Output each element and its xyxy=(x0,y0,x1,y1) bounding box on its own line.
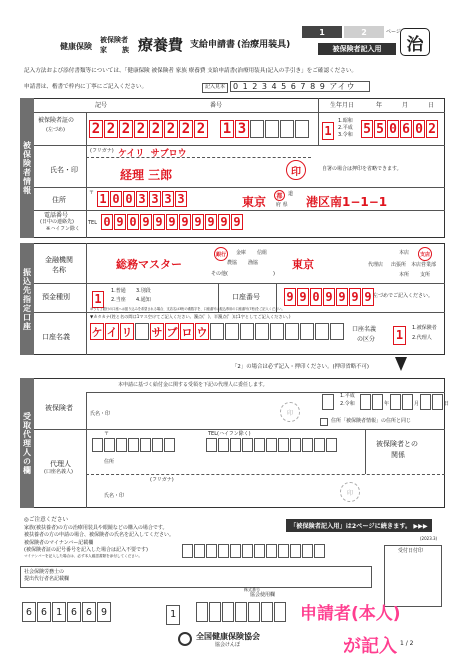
org-logo-icon xyxy=(178,632,192,646)
office-box[interactable] xyxy=(222,602,234,622)
symbol-digit[interactable]: 2 xyxy=(119,120,133,138)
acct-note: 左づめでご記入ください。 xyxy=(373,293,434,299)
number-digit[interactable] xyxy=(250,120,264,138)
agent-day-label: 日 xyxy=(444,401,450,407)
code-digit[interactable]: 6 xyxy=(37,602,51,622)
birth-digit[interactable]: 6 xyxy=(400,120,412,138)
acct-label: 口座番号 xyxy=(232,293,260,301)
agent-tel-box[interactable] xyxy=(302,438,313,452)
agent-band: 受取代理人の欄 xyxy=(20,378,34,508)
type-gyokyo: 漁協 xyxy=(248,260,259,266)
birth-digit[interactable]: 5 xyxy=(374,120,386,138)
holder-char[interactable] xyxy=(225,323,239,340)
agent-zip-box[interactable] xyxy=(116,438,127,452)
symbol-digit[interactable]: 2 xyxy=(104,120,118,138)
agent-zip-box[interactable] xyxy=(152,438,163,452)
symbol-digit[interactable]: 2 xyxy=(149,120,163,138)
intro-line2: 申請書は、楷書で枠内に丁寧にご記入ください。 xyxy=(24,84,148,90)
phone-digits[interactable] xyxy=(101,214,243,230)
furigana-label: (フリガナ) xyxy=(90,148,114,154)
symbol-digit[interactable]: 2 xyxy=(89,120,103,138)
holder-kind-opt1: 1.被保険者 xyxy=(412,325,437,331)
branch-value[interactable]: 東京 xyxy=(292,258,314,271)
mynumber-box[interactable] xyxy=(182,544,193,558)
col-month: 月 xyxy=(402,102,409,109)
acct-digits[interactable] xyxy=(284,288,374,306)
account-digit[interactable]: 9 xyxy=(336,288,348,306)
era-digit-box: 1 xyxy=(322,122,334,140)
col-symbol: 記号 xyxy=(95,102,108,109)
agent-furigana: (フリガナ) xyxy=(150,477,174,483)
number-digit[interactable]: 3 xyxy=(235,120,249,138)
branch-office: 出張所 xyxy=(391,262,407,268)
notice-title: ◎ご注意ください xyxy=(24,517,69,523)
office-box[interactable] xyxy=(248,602,260,622)
zip-digit[interactable]: 0 xyxy=(123,191,135,207)
agent-zip-box[interactable] xyxy=(104,438,115,452)
phone-digit[interactable]: 9 xyxy=(140,214,152,230)
birth-digit[interactable]: 0 xyxy=(387,120,399,138)
kabushiki-label: 株式番号 xyxy=(244,587,260,592)
inst-label2: 名称 xyxy=(52,266,66,274)
agent-label: 代理人 xyxy=(50,460,71,468)
phone-digit[interactable]: 9 xyxy=(179,214,191,230)
relation-label: 被保険者との xyxy=(376,440,418,448)
holder-char[interactable] xyxy=(315,323,329,340)
type-shinkumi: 信組 xyxy=(257,250,268,256)
agent-zip-box[interactable] xyxy=(92,438,103,452)
address-label: 住所 xyxy=(52,196,66,204)
pref-circle: 都 xyxy=(274,190,285,201)
overlay-caption-1: 申請者(本人) xyxy=(300,604,401,624)
notice2: 被扶養者の方の申請の場合、被保険者の氏名を記入してください。 xyxy=(24,532,175,538)
type-bank-circle: 銀行 xyxy=(214,247,228,261)
deposit-label: 預金種別 xyxy=(42,293,70,301)
mynumber-box[interactable] xyxy=(290,544,301,558)
zip-digit[interactable]: 3 xyxy=(162,191,174,207)
phone-digit[interactable]: 9 xyxy=(166,214,178,230)
pref-opt1: 道 xyxy=(288,191,294,197)
office-box[interactable] xyxy=(235,602,247,622)
holder-kind-opt2: 2.代理人 xyxy=(412,335,432,341)
pref-value[interactable]: 東京 xyxy=(242,195,267,209)
number-digit[interactable]: 1 xyxy=(220,120,234,138)
zip-digit[interactable]: 1 xyxy=(97,191,109,207)
birth-digit[interactable]: 0 xyxy=(413,120,425,138)
type-nokyo: 農協 xyxy=(227,260,238,266)
branch-subbiz: 支所 xyxy=(420,272,431,278)
branch-agent: 代理店 xyxy=(368,262,384,268)
office-box[interactable] xyxy=(209,602,221,622)
title-role-family-a: 家 xyxy=(100,46,107,54)
agent-tel-box[interactable] xyxy=(206,438,217,452)
sign-note: 自署の場合は押印を省略できます。 xyxy=(322,166,402,172)
agent-seal-2: 印 xyxy=(340,482,360,502)
agent-era-box[interactable] xyxy=(322,394,334,410)
kana-note: ゆうちょ銀行の口座へお振り込みを希望される場合、支店名は3桁の漢数字を、口座番号は振込専用の口座番号(7桁)をご記入ください。 xyxy=(90,307,285,311)
agent-tel-box[interactable] xyxy=(230,438,241,452)
holder-char[interactable] xyxy=(300,323,314,340)
agent-tel-box[interactable] xyxy=(326,438,337,452)
holder-kind-label2: の区分 xyxy=(357,336,376,343)
zip-digit[interactable]: 3 xyxy=(175,191,187,207)
page-tab: 被保険者記入用 xyxy=(318,43,396,55)
office-boxes xyxy=(196,602,286,622)
col-day: 日 xyxy=(428,102,435,109)
holder-digits[interactable] xyxy=(90,323,344,340)
agent-addr-label: 住所 xyxy=(104,459,115,465)
col-number: 番号 xyxy=(210,102,223,109)
agent-tel-box[interactable] xyxy=(254,438,265,452)
era-digit[interactable] xyxy=(322,120,334,140)
deposit-digit[interactable] xyxy=(92,288,104,308)
title-paren: (治療用装具) xyxy=(237,40,291,50)
agent-zip-mark: 〒 xyxy=(104,431,110,437)
city-value[interactable]: 港区南1−1−1 xyxy=(306,195,388,209)
page-label: ページ xyxy=(386,29,401,35)
holder-char[interactable] xyxy=(330,323,344,340)
agent-tel-box[interactable] xyxy=(242,438,253,452)
code-digit[interactable]: 1 xyxy=(52,602,66,622)
holder-char[interactable]: リ xyxy=(120,323,134,340)
mynumber-boxes[interactable] xyxy=(182,544,325,558)
holder-label: 口座名義 xyxy=(42,333,70,341)
page-indicator-2: 2 xyxy=(344,26,384,38)
mynumber-box[interactable] xyxy=(302,544,313,558)
type-other: その他( xyxy=(211,271,228,277)
seal-stamp: 印 xyxy=(286,160,306,180)
agent-address-same: 住所「被保険者情報」の住所と同じ xyxy=(331,418,412,424)
birth-digit[interactable]: 2 xyxy=(426,120,438,138)
account-digit[interactable]: 9 xyxy=(362,288,374,306)
birth-digits[interactable] xyxy=(361,120,438,138)
agent-tel-box[interactable] xyxy=(290,438,301,452)
mynumber-box[interactable] xyxy=(314,544,325,558)
phone-label: 電話番号 xyxy=(44,212,69,219)
mynumber-box[interactable] xyxy=(230,544,241,558)
title-role-insured: 被保険者 xyxy=(100,36,128,44)
symbol-digit[interactable]: 2 xyxy=(134,120,148,138)
agent-tel-label: TEL(ハイフン除く) xyxy=(208,431,251,437)
down-arrow-icon xyxy=(395,357,407,371)
agent-seal-1: 印 xyxy=(280,402,300,422)
deposit-opt3: 2.当座 xyxy=(111,297,126,303)
mynumber-sub: (被保険者証の記号番号を記入した場合は記入不要です) xyxy=(24,547,148,553)
agent-zip-box[interactable] xyxy=(164,438,175,452)
holder-char[interactable]: サ xyxy=(150,323,164,340)
agent-tel-box[interactable] xyxy=(278,438,289,452)
type-other-end: ) xyxy=(273,271,275,277)
branch-biz: 本所 xyxy=(399,272,410,278)
deposit-digit-box: 1 xyxy=(92,291,104,308)
name-value[interactable]: 経理 三郎 xyxy=(120,168,173,182)
branch-mainbiz: 本店営業部 xyxy=(411,262,437,268)
branch-circle: 支店 xyxy=(418,247,432,261)
agent-date-boxes[interactable] xyxy=(360,394,449,410)
phone-sub2: ※ハイフン除く xyxy=(46,226,80,232)
symbol-digit[interactable]: 2 xyxy=(194,120,208,138)
form-badge: 治 xyxy=(400,28,430,56)
mynumber-box[interactable] xyxy=(278,544,289,558)
holder-char[interactable] xyxy=(270,323,284,340)
org-name: 全国健康保険協会 xyxy=(196,632,260,641)
account-digit[interactable]: 9 xyxy=(349,288,361,306)
holder-kind-label: 口座名義 xyxy=(352,326,377,333)
furigana-value[interactable]: ケイリ サブロウ xyxy=(118,149,187,159)
code-digit[interactable]: 6 xyxy=(67,602,81,622)
agent-era2: 2.令和 xyxy=(340,401,355,407)
phone-digit[interactable]: 9 xyxy=(114,214,126,230)
agent-year-label: 年 xyxy=(384,401,390,407)
number-digit[interactable] xyxy=(280,120,294,138)
account-digit[interactable]: 9 xyxy=(284,288,296,306)
phone-digit[interactable]: 9 xyxy=(205,214,217,230)
holder-char[interactable] xyxy=(135,323,149,340)
branch-main: 本店 xyxy=(399,250,410,256)
number-digits[interactable] xyxy=(220,120,309,138)
holder-char[interactable]: イ xyxy=(105,323,119,340)
holder-char[interactable] xyxy=(210,323,224,340)
id-sub: (左づめ) xyxy=(46,127,65,133)
intro-line1: 記入方法および添付書類等については、「健康保険 被保険者 家族 療養費 支給申請書(治療用装具)記入の手引き」をご確認ください。 xyxy=(24,68,358,74)
mynumber-sub2: マイナンバーを記入した場合は、必ず本人確認書類を添付してください。 xyxy=(24,554,143,558)
era-opt3: 3.令和 xyxy=(338,132,353,138)
mynumber-box[interactable] xyxy=(266,544,277,558)
sr-section xyxy=(20,566,372,588)
agent-insured-label: 被保険者 xyxy=(45,404,73,412)
form-code: (2023.3) xyxy=(420,536,438,541)
era-opt1: 1.昭和 xyxy=(338,118,353,124)
title-suffix: 支給申請書 xyxy=(190,40,236,50)
agent-era1: 1.平成 xyxy=(340,393,355,399)
number-digit[interactable] xyxy=(265,120,279,138)
col-year: 年 xyxy=(376,102,383,109)
account-digit[interactable]: 9 xyxy=(323,288,335,306)
birth-digit[interactable]: 5 xyxy=(361,120,373,138)
overlay-caption-2: が記入 xyxy=(343,636,397,657)
deposit-opt1: 1.普通 xyxy=(111,288,126,294)
agent-tel-boxes[interactable] xyxy=(206,438,337,452)
agent-month-label: 月 xyxy=(414,401,420,407)
holder-char[interactable] xyxy=(255,323,269,340)
agent-zip-boxes[interactable] xyxy=(92,438,175,452)
continue-text: 「被保険者記入用」は2ページに続きます。 xyxy=(290,523,412,530)
receipt-label: 受付日付印 xyxy=(398,548,424,554)
code-digit2-box: 1 xyxy=(166,605,180,625)
relation-label2: 関係 xyxy=(391,451,405,459)
zip-digit[interactable]: 3 xyxy=(136,191,148,207)
type-shinkin: 金庫 xyxy=(236,250,247,256)
mynumber-box[interactable] xyxy=(194,544,205,558)
continue-note xyxy=(286,519,432,532)
code-digits xyxy=(22,602,111,622)
name-label: 氏名・印 xyxy=(50,166,78,174)
holder-kind-digit[interactable] xyxy=(393,324,406,345)
phone-digit[interactable]: 0 xyxy=(101,214,113,230)
symbol-digits[interactable] xyxy=(89,120,208,138)
phone-digit[interactable]: 9 xyxy=(153,214,165,230)
office-box[interactable] xyxy=(261,602,273,622)
phone-digit[interactable]: 9 xyxy=(231,214,243,230)
deposit-opt4: 4.通知 xyxy=(136,297,151,303)
deposit-opt2: 3.別段 xyxy=(136,288,151,294)
agent-tel-box[interactable] xyxy=(266,438,277,452)
zip-digit[interactable]: 0 xyxy=(110,191,122,207)
number-digit[interactable] xyxy=(295,120,309,138)
office-label: 協会使用欄 xyxy=(250,592,276,598)
holder-char[interactable] xyxy=(240,323,254,340)
mynumber-box[interactable] xyxy=(218,544,229,558)
agent-name-stamp-label: 氏名・印 xyxy=(90,411,111,417)
mynumber-label: 被保険者のマイナンバー記載欄 xyxy=(24,540,94,546)
kana-note2: ▼カタカナ(姓と名の間は1マス空けてご記入ください。濁点(゛)、半濁点(゜)は1字としてご記入ください。) xyxy=(90,314,291,319)
holder-char[interactable]: ウ xyxy=(195,323,209,340)
code-digit[interactable]: 6 xyxy=(22,602,36,622)
agent-same-address-checkbox[interactable] xyxy=(320,418,328,426)
agent-tel-box[interactable] xyxy=(314,438,325,452)
phone-sub: (日中の連絡先) xyxy=(40,219,74,225)
col-birth: 生年月日 xyxy=(330,102,355,109)
inst-value[interactable]: 総務マスター xyxy=(116,258,182,271)
sample-label: 記入見本 xyxy=(202,83,228,93)
continue-arrow-icon: ▶▶▶ xyxy=(413,523,428,530)
arrow-note: 「2」の場合は必ず記入・押印ください。(押印省略不可) xyxy=(232,364,370,370)
holder-char[interactable]: ブ xyxy=(165,323,179,340)
code-digit2 xyxy=(166,602,180,625)
sample-text: 0 1 2 3 4 5 6 7 8 9 アイウ xyxy=(230,81,370,92)
sr-label2: 提出代行者名記載欄 xyxy=(24,576,70,582)
office-box[interactable] xyxy=(196,602,208,622)
agent-zip-box[interactable] xyxy=(128,438,139,452)
holder-char[interactable]: ロ xyxy=(180,323,194,340)
office-box[interactable] xyxy=(274,602,286,622)
org-sub: 協会けんぽ xyxy=(215,642,241,648)
agent-intro: 本申請に基づく給付金に関する受領を下記の代理人に委任します。 xyxy=(118,382,268,388)
page-number: 1 / 2 xyxy=(400,640,414,647)
symbol-digit[interactable]: 2 xyxy=(179,120,193,138)
pref-opt2: 府 県 xyxy=(276,202,288,208)
era-opt2: 2.平成 xyxy=(338,125,353,131)
phone-digit[interactable]: 9 xyxy=(192,214,204,230)
bank-band: 振込先指定口座 xyxy=(20,243,34,355)
phone-digit[interactable]: 0 xyxy=(127,214,139,230)
account-digit[interactable]: 0 xyxy=(310,288,322,306)
title-main: 療養費 xyxy=(138,36,184,54)
account-digit[interactable]: 9 xyxy=(297,288,309,306)
sr-label: 社会保険労務士の xyxy=(24,569,65,575)
agent-name-label: 氏名・印 xyxy=(104,493,125,499)
code-digit[interactable]: 9 xyxy=(97,602,111,622)
mynumber-box[interactable] xyxy=(206,544,217,558)
holder-char[interactable]: ケ xyxy=(90,323,104,340)
id-label: 被保険者証の xyxy=(38,117,75,124)
zip-mark: 〒 xyxy=(89,190,95,196)
agent-zip-box[interactable] xyxy=(140,438,151,452)
zip-digits[interactable] xyxy=(97,191,187,207)
holder-char[interactable] xyxy=(285,323,299,340)
holder-kind-box: 1 xyxy=(393,326,406,345)
symbol-digit[interactable]: 2 xyxy=(164,120,178,138)
inst-label: 金融機関 xyxy=(45,256,73,264)
agent-sub: (口座名義人) xyxy=(44,469,73,475)
tel-mark: TEL xyxy=(88,220,97,226)
title-role-family-b: 族 xyxy=(122,46,129,54)
mynumber-box[interactable] xyxy=(254,544,265,558)
phone-digit[interactable]: 9 xyxy=(218,214,230,230)
mynumber-box[interactable] xyxy=(242,544,253,558)
zip-digit[interactable]: 3 xyxy=(149,191,161,207)
agent-tel-box[interactable] xyxy=(218,438,229,452)
insured-band: 被保険者情報 xyxy=(20,98,34,238)
code-digit[interactable]: 6 xyxy=(82,602,96,622)
title-prefix: 健康保険 xyxy=(60,42,92,51)
notice1: 家族(被扶養者)の方の治療用装具や眼鏡などの購入の場合です。 xyxy=(24,525,168,531)
page-indicator-1: 1 xyxy=(302,26,342,38)
